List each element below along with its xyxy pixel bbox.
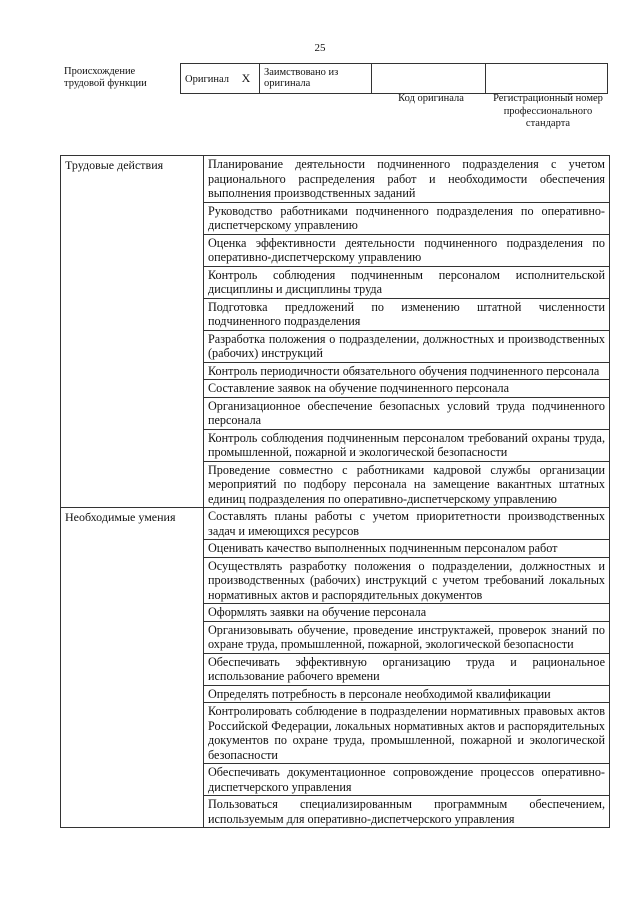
code-cell xyxy=(372,64,486,94)
list-item: Планирование деятельности подчиненного подразделения с учетом рационального распределения работ и необходимости обеспечения выполнения производственных заданий xyxy=(208,157,605,200)
section-actions xyxy=(61,156,610,508)
origin-table xyxy=(180,63,608,94)
list-item: Обеспечивать эффективную организацию труда и рациональное использование рабочего времени xyxy=(204,653,609,685)
section-skills xyxy=(61,508,610,828)
list-item: Оценка эффективности деятельности подчиненного подразделения по оперативно-диспетчерскому управлению xyxy=(204,234,609,266)
items-list xyxy=(204,508,610,828)
reg-number-label: Регистрационный номер профессионального стандарта xyxy=(493,93,603,129)
function-table xyxy=(60,155,610,828)
list-item: Осуществлять разработку положения о подразделении, должностных и производственных (рабочих) инструкций с учетом требований локальных нормативных актов и распорядительных документов xyxy=(204,557,609,604)
borrowed-cell: Заимствовано из оригинала xyxy=(260,64,372,94)
items-list xyxy=(204,156,610,508)
list-item: Обеспечивать документационное сопровождение процессов оперативно-диспетчерского управления xyxy=(204,763,609,795)
list-item: Определять потребность в персонале необходимой квалификации xyxy=(204,685,609,703)
section-label: Необходимые умения xyxy=(61,508,204,828)
origin-label: Происхождение трудовой функции xyxy=(64,66,147,89)
list-item: Проведение совместно с работниками кадровой службы организации мероприятий по подбору персонала на замещение вакантных штатных единиц подразделения по оперативно-диспетчерскому управлению xyxy=(204,461,609,508)
list-item: Разработка положения о подразделении, должностных и производственных (рабочих) инструкций xyxy=(204,330,609,362)
list-item: Контроль периодичности обязательного обучения подчиненного персонала xyxy=(204,362,609,380)
code-original-label: Код оригинала xyxy=(398,93,464,104)
list-item: Контроль соблюдения подчиненным персоналом требований охраны труда, промышленной, пожарной и экологической безопасности xyxy=(204,429,609,461)
list-item: Руководство работниками подчиненного подразделения по оперативно-диспетчерскому управлению xyxy=(204,202,609,234)
list-item: Составлять планы работы с учетом приоритетности производственных задач и имеющихся ресурсов xyxy=(208,509,605,538)
original-mark: X xyxy=(241,70,251,85)
list-item: Подготовка предложений по изменению штатной численности подчиненного подразделения xyxy=(204,298,609,330)
list-item: Организационное обеспечение безопасных условий труда подчиненного персонала xyxy=(204,397,609,429)
original-label: Оригинал xyxy=(185,73,229,85)
list-item: Организовывать обучение, проведение инструктажей, проверок знаний по охране труда, промышленной, пожарной, экологической безопасности xyxy=(204,621,609,653)
list-item: Оценивать качество выполненных подчиненным персоналом работ xyxy=(204,539,609,557)
section-label: Трудовые действия xyxy=(61,156,204,508)
reg-number-cell xyxy=(486,64,608,94)
list-item: Оформлять заявки на обучение персонала xyxy=(204,603,609,621)
original-cell xyxy=(181,64,260,94)
list-item: Пользоваться специализированным программным обеспечением, используемым для оперативно-диспетчерского управления xyxy=(204,795,609,827)
list-item: Составление заявок на обучение подчиненного персонала xyxy=(204,379,609,397)
list-item: Контроль соблюдения подчиненным персоналом исполнительской дисциплины и дисциплины труда xyxy=(204,266,609,298)
page-number: 25 xyxy=(314,42,326,54)
list-item: Контролировать соблюдение в подразделении нормативных правовых актов Российской Федерации, локальных нормативных актов и распорядительных документов по охране труда, промышленной, пожарной и экологической безопасности xyxy=(204,702,609,763)
